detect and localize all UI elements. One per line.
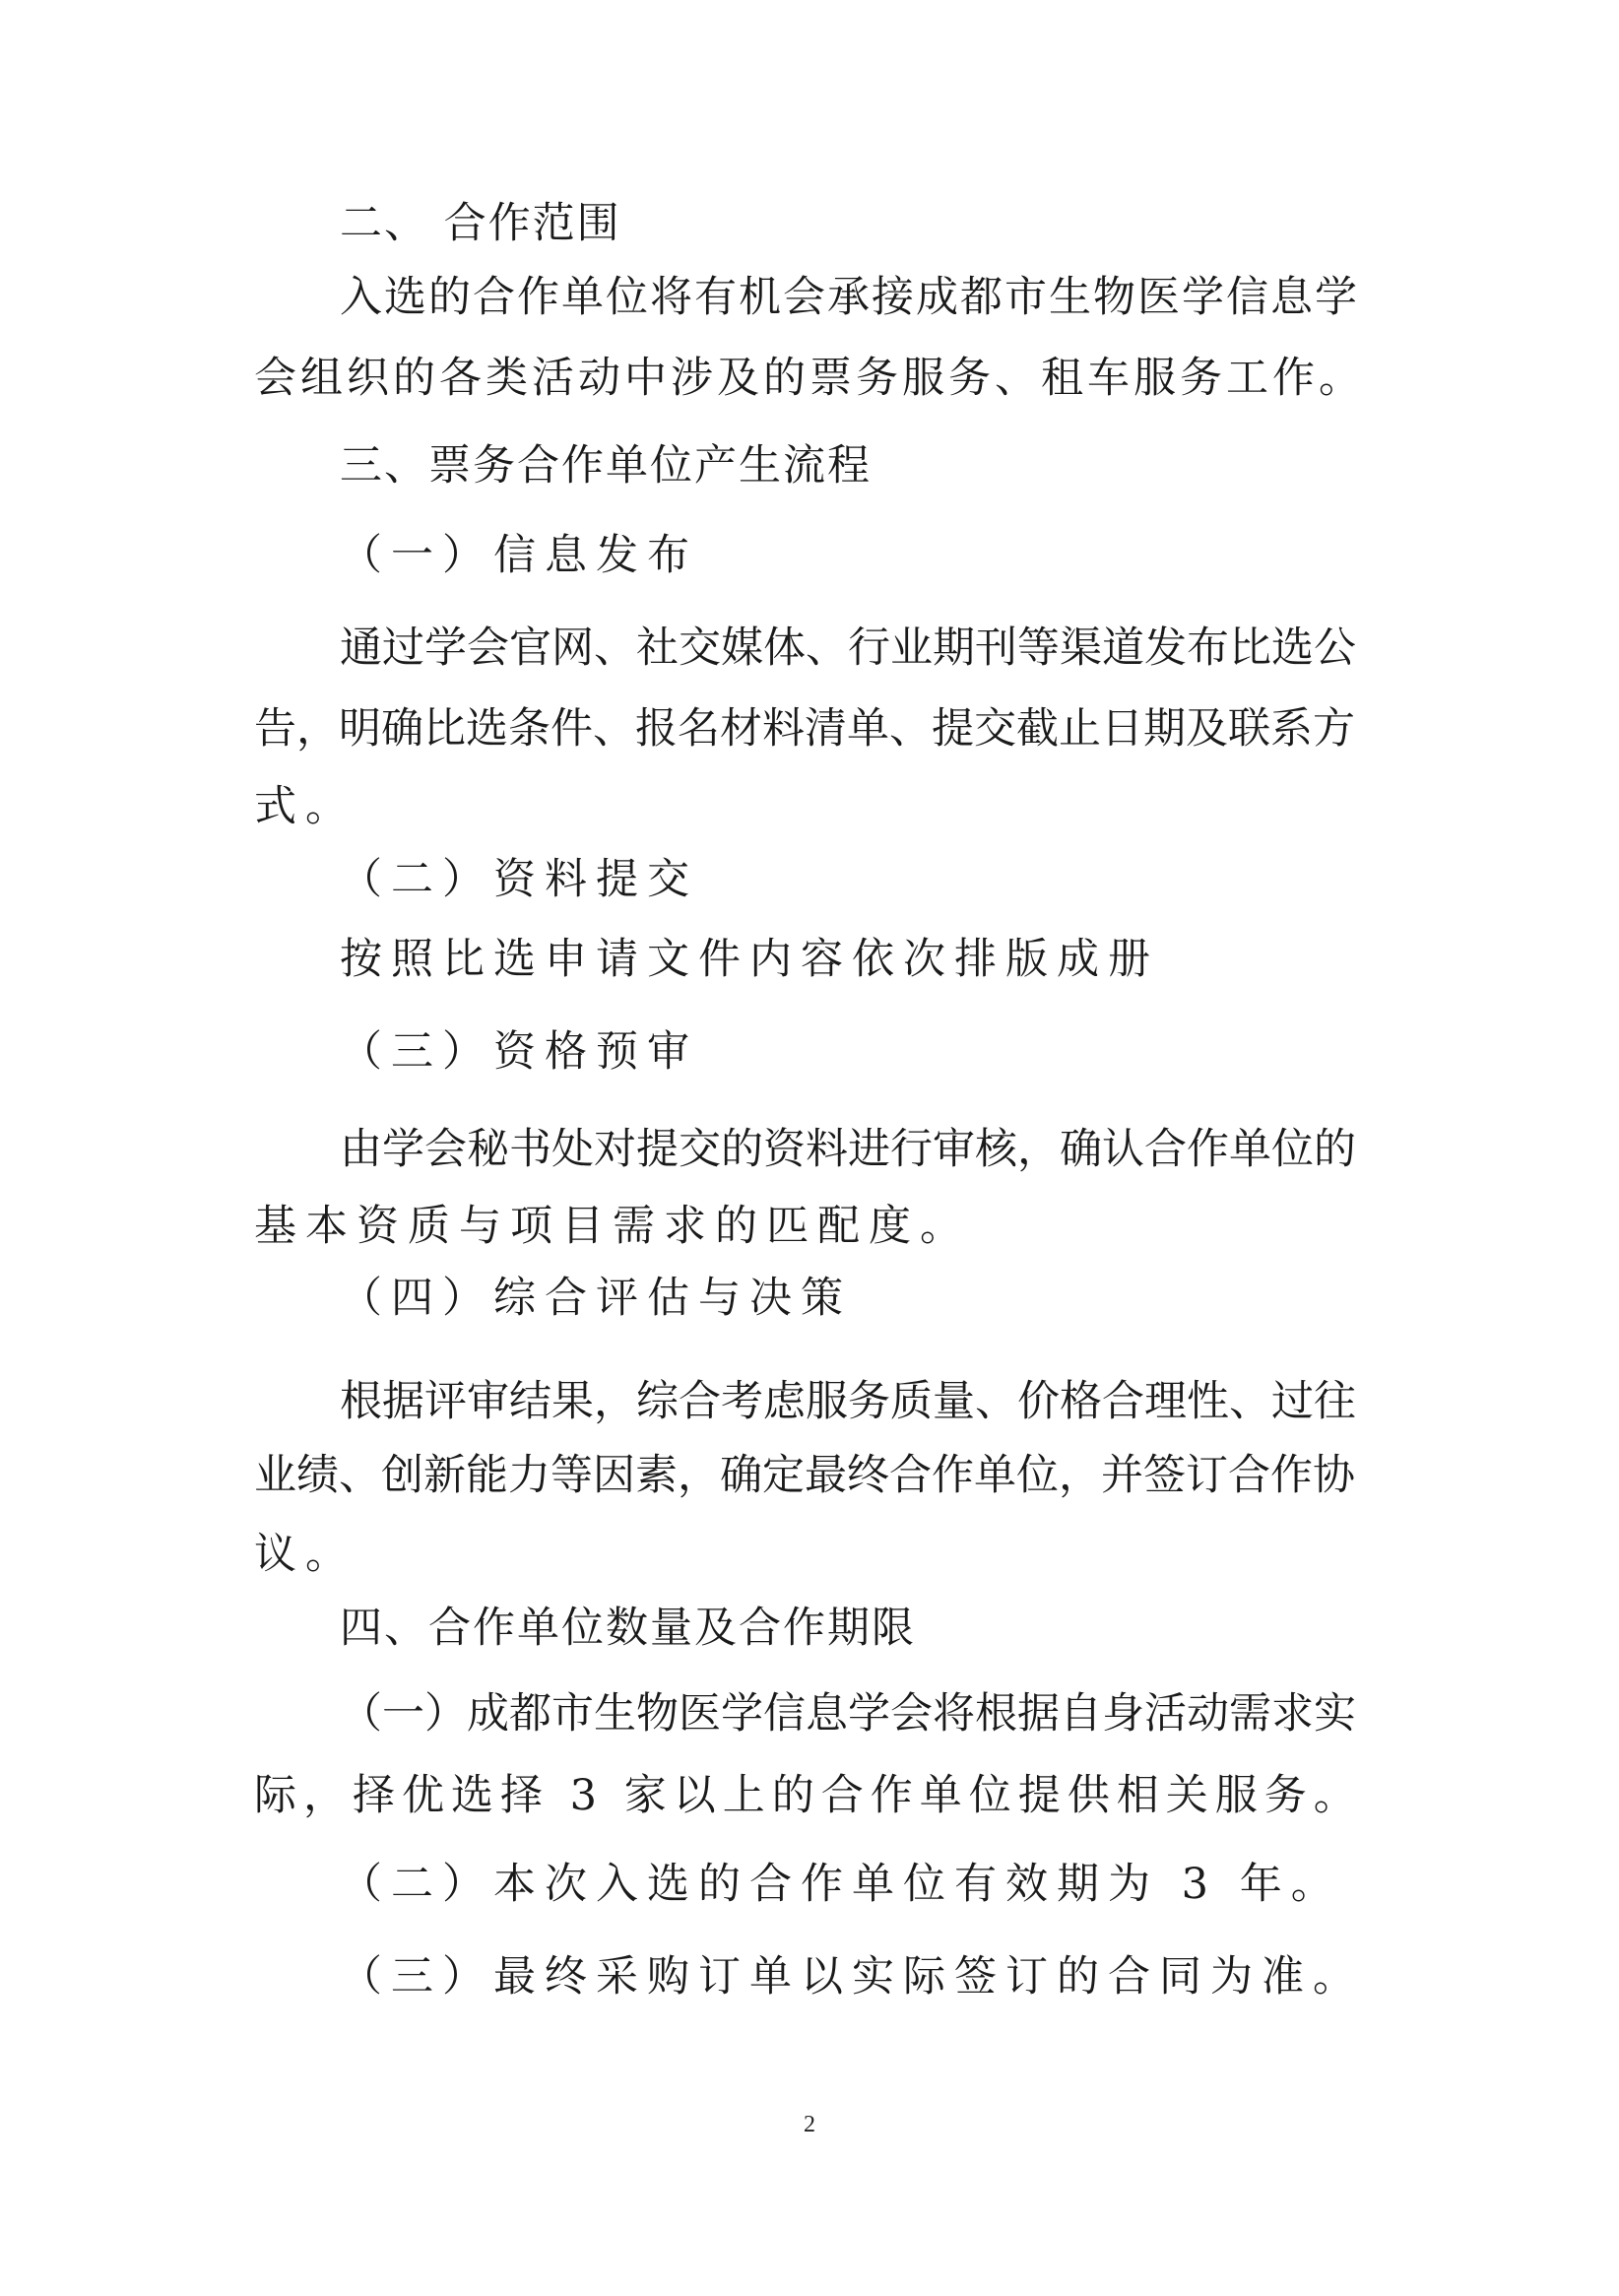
paragraph-line: （三）最终采购订单以实际签订的合同为准。	[340, 1952, 1364, 2001]
paragraph-line: 由学会秘书处对提交的资料进行审核，确认合作单位的	[340, 1125, 1356, 1174]
paragraph-line: 式。	[254, 782, 356, 831]
subheading-info-release: （一）信息发布	[340, 531, 698, 580]
subheading-evaluation: （四）综合评估与决策	[340, 1274, 852, 1323]
section-heading-scope: 二、 合作范围	[340, 199, 621, 248]
paragraph-line: 基本资质与项目需求的匹配度。	[254, 1202, 971, 1251]
paragraph-line: 会组织的各类活动中涉及的票务服务、租车服务工作。	[254, 354, 1365, 403]
paragraph-line: 议。	[254, 1530, 356, 1579]
subheading-submission: （二）资料提交	[340, 855, 698, 904]
paragraph-line: 通过学会官网、社交媒体、行业期刊等渠道发布比选公	[340, 623, 1356, 673]
paragraph-line: （一）成都市生物医学信息学会将根据自身活动需求实	[340, 1689, 1356, 1738]
section-heading-process: 三、票务合作单位产生流程	[340, 441, 872, 491]
paragraph-line: 业绩、创新能力等因素，确定最终合作单位，并签订合作协	[254, 1451, 1355, 1500]
paragraph-line: （二）本次入选的合作单位有效期为 3 年。	[340, 1860, 1342, 1909]
paragraph-line: 际，择优选择 3 家以上的合作单位提供相关服务。	[254, 1771, 1363, 1820]
paragraph-line: 入选的合作单位将有机会承接成都市生物医学信息学	[340, 273, 1359, 322]
paragraph-line: 按照比选申请文件内容依次排版成册	[340, 935, 1159, 984]
paragraph-line: 告，明确比选条件、报名材料清单、提交截止日期及联系方	[254, 704, 1355, 754]
page-number: 2	[804, 2112, 815, 2137]
subheading-prequalification: （三）资格预审	[340, 1027, 698, 1077]
section-heading-quantity-term: 四、合作单位数量及合作期限	[340, 1604, 916, 1653]
paragraph-line: 根据评审结果，综合考虑服务质量、价格合理性、过往	[340, 1377, 1356, 1426]
